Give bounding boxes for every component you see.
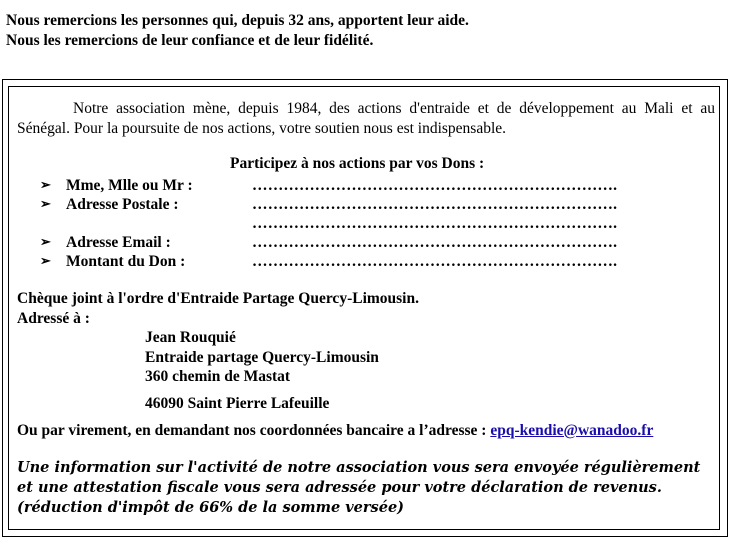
field-name-row	[40, 177, 250, 197]
intro-text	[6, 11, 469, 51]
field-address-dots-2[interactable]: …………………………………………………………….	[252, 215, 618, 232]
field-name-label: Mme, Mlle ou Mr :	[66, 177, 193, 194]
intro-line-1: Nous remercions les personnes qui, depuis 32 ans, apportent leur aide.	[6, 12, 469, 29]
association-paragraph	[17, 99, 715, 139]
arrow-bullet-icon: ➢	[40, 196, 51, 211]
field-email-row	[40, 234, 250, 254]
cheque-line: Chèque joint à l'ordre d'Entraide Partage Quercy-Limousin.	[17, 290, 419, 307]
transfer-line	[17, 422, 653, 440]
arrow-bullet-icon: ➢	[40, 234, 51, 249]
arrow-bullet-icon: ➢	[40, 177, 51, 192]
arrow-bullet-icon: ➢	[40, 253, 51, 268]
recipient-organization: Entraide partage Quercy-Limousin	[145, 349, 379, 366]
field-name-dots[interactable]: …………………………………………………………….	[252, 177, 618, 194]
field-address-dots[interactable]: …………………………………………………………….	[252, 196, 618, 213]
association-paragraph-text: Notre association mène, depuis 1984, des actions d'entraide et de développement au Mali et au Sénégal. Pour la poursuite de nos actions, votre soutien nous est indispensable.	[17, 100, 715, 137]
field-address-row	[40, 196, 250, 216]
field-email-dots[interactable]: …………………………………………………………….	[252, 234, 618, 251]
donation-heading: Participez à nos actions par vos Dons :	[230, 155, 485, 172]
recipient-name: Jean Rouquié	[145, 329, 236, 346]
intro-line-2: Nous les remercions de leur confiance et de leur fidélité.	[6, 32, 374, 49]
recipient-street: 360 chemin de Mastat	[145, 368, 291, 385]
tax-info-footer: Une information sur l'activité de notre association vous sera envoyée régulièrement et une attestation fiscale vous sera adressée pour votre déclaration de revenus. (réduction d'impôt de 66% de la somme versée)	[17, 459, 701, 516]
transfer-text: Ou par virement, en demandant nos coordonnées bancaire a l’adresse :	[17, 422, 487, 439]
field-address-label: Adresse Postale :	[66, 196, 179, 213]
addressed-to-label: Adressé à :	[17, 310, 90, 327]
field-amount-row	[40, 253, 250, 273]
recipient-city: 46090 Saint Pierre Lafeuille	[145, 395, 330, 412]
field-email-label: Adresse Email :	[66, 234, 171, 251]
email-link[interactable]: epq-kendie@wanadoo.fr	[490, 422, 654, 439]
field-amount-label: Montant du Don :	[66, 253, 186, 270]
field-amount-dots[interactable]: …………………………………………………………….	[252, 253, 618, 270]
